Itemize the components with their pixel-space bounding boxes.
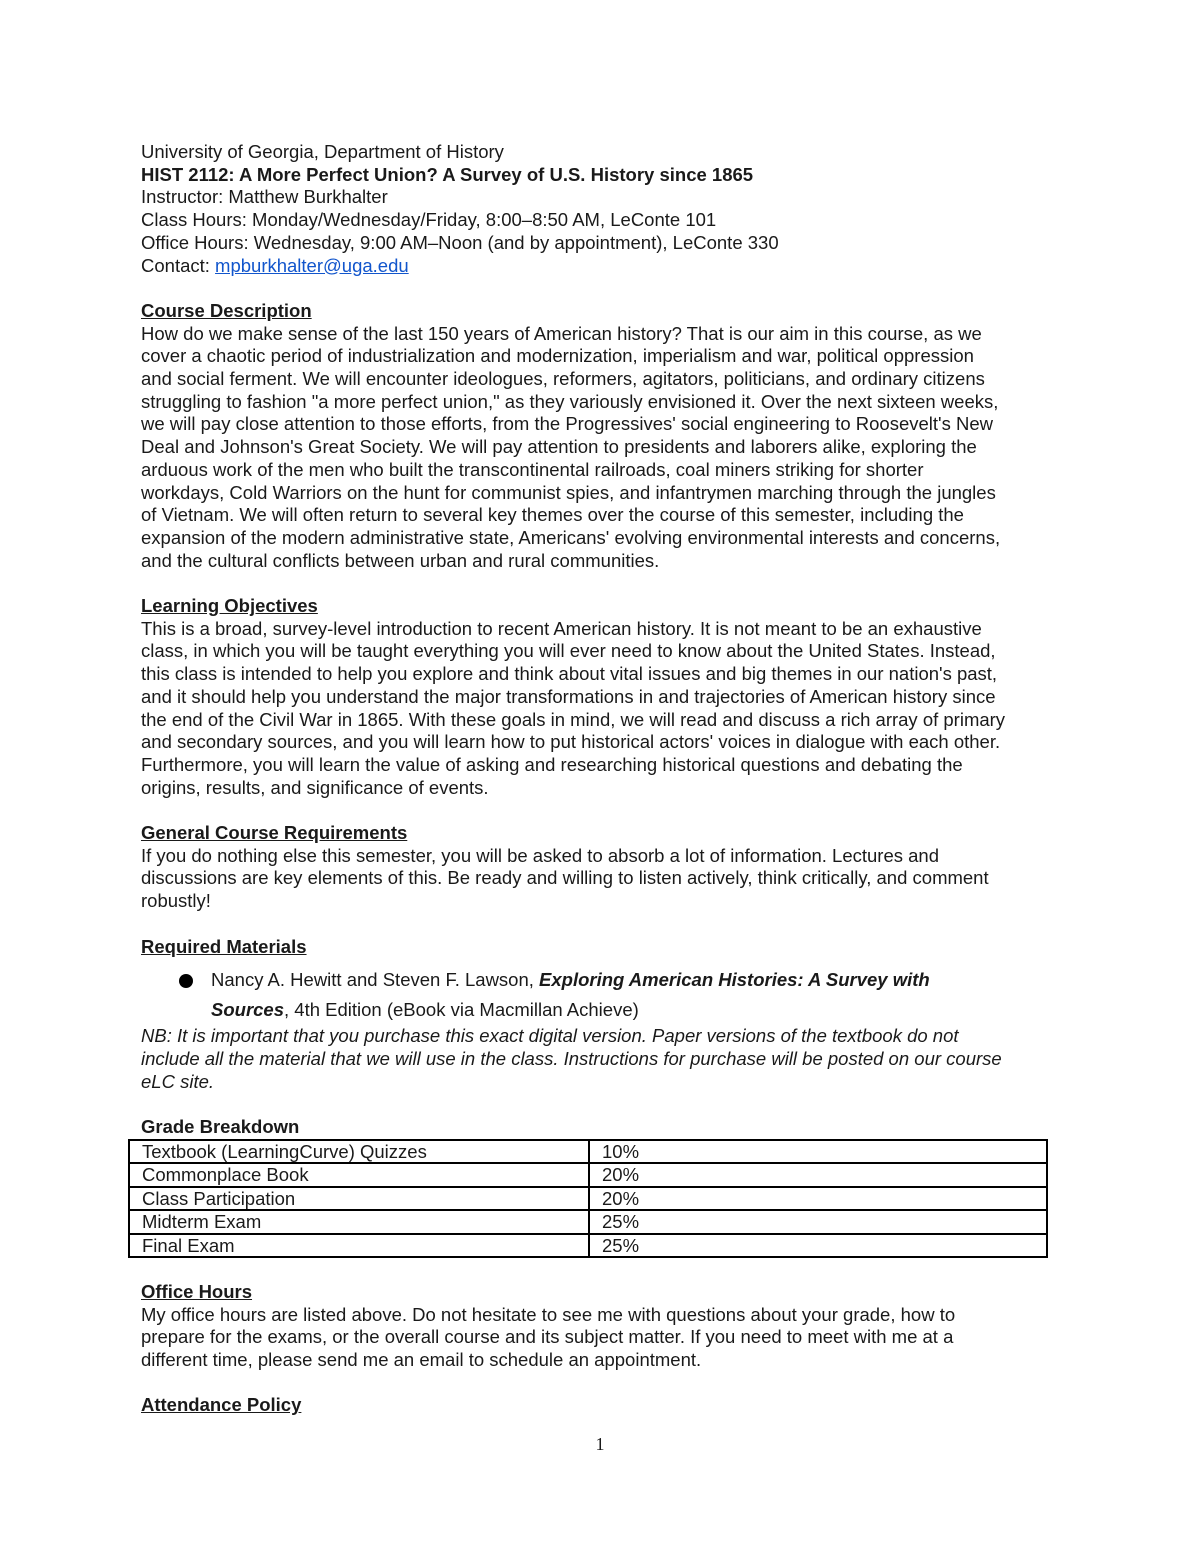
- paragraph-line: My office hours are listed above. Do not hesitate to see me with questions about your grade, how to: [141, 1303, 956, 1325]
- table-row: [129, 1187, 1047, 1211]
- paragraph-line: cover a chaotic period of industrialization and modernization, imperialism and war, political oppression: [141, 345, 974, 367]
- bullet-icon: [179, 974, 193, 988]
- page-number: 1: [595, 1434, 605, 1454]
- grade-breakdown-table: [128, 1139, 1048, 1259]
- textbook-title: Exploring American Histories: A Survey with: [539, 969, 930, 991]
- grade-weight-cell: 10%: [589, 1140, 1047, 1164]
- paragraph-line: arduous work of the men who built the transcontinental railroads, coal miners striking for shorter: [141, 458, 924, 480]
- grade-weight-cell: 20%: [589, 1187, 1047, 1211]
- paragraph-line: expansion of the modern administrative state, Americans' evolving environmental interests and concerns,: [141, 526, 1001, 548]
- grade-weight-cell: 25%: [589, 1234, 1047, 1258]
- table-row: [129, 1234, 1047, 1258]
- paragraph-line: How do we make sense of the last 150 years of American history? That is our aim in this course, as we: [141, 322, 982, 344]
- note-line: eLC site.: [141, 1070, 215, 1092]
- paragraph-line: we will pay close attention to those efforts, from the Progressives' social engineering to Roosevelt's New: [141, 413, 993, 435]
- note-line: NB: It is important that you purchase this exact digital version. Paper versions of the textbook do not: [141, 1025, 959, 1047]
- paragraph-line: workdays, Cold Warriors on the hunt for communist spies, and infantrymen marching through the jungles: [141, 481, 996, 503]
- grade-item-cell: Midterm Exam: [129, 1210, 589, 1234]
- grade-breakdown-heading: Grade Breakdown: [141, 1116, 300, 1138]
- grade-item-cell: Final Exam: [129, 1234, 589, 1258]
- paragraph-line: class, in which you will be taught everything you will ever need to know about the United States. Instead,: [141, 640, 996, 662]
- class-hours-line: Class Hours: Monday/Wednesday/Friday, 8:00–8:50 AM, LeConte 101: [141, 209, 717, 231]
- paragraph-line: this class is intended to help you explore and think about vital issues and big themes in our nation's past,: [141, 663, 998, 685]
- learning-objectives-body: [141, 618, 1061, 800]
- textbook-list-item: [141, 965, 1061, 1025]
- office-hours-body: [141, 1304, 1061, 1372]
- paragraph-line: If you do nothing else this semester, you will be asked to absorb a lot of information. Lectures and: [141, 844, 940, 866]
- note-line: include all the material that we will use in the class. Instructions for purchase will be posted on our course: [141, 1047, 1002, 1069]
- syllabus-page: [141, 141, 1061, 1417]
- textbook-title-continued: Sources: [211, 999, 285, 1021]
- attendance-policy-heading: Attendance Policy: [141, 1394, 302, 1416]
- paragraph-line: This is a broad, survey-level introduction to recent American history. It is not meant to be an exhaustive: [141, 617, 982, 639]
- paragraph-line: different time, please send me an email to schedule an appointment.: [141, 1349, 702, 1371]
- grade-weight-cell: 25%: [589, 1210, 1047, 1234]
- instructor-line: Instructor: Matthew Burkhalter: [141, 186, 388, 208]
- general-requirements-body: [141, 845, 1061, 913]
- paragraph-line: of Vietnam. We will often return to several key themes over the course of this semester, including the: [141, 504, 964, 526]
- paragraph-line: Furthermore, you will learn the value of asking and researching historical questions and debating the: [141, 753, 963, 775]
- grade-item-cell: Textbook (LearningCurve) Quizzes: [129, 1140, 589, 1164]
- textbook-authors: Nancy A. Hewitt and Steven F. Lawson,: [211, 969, 540, 991]
- course-description-body: [141, 323, 1061, 573]
- required-materials-heading: Required Materials: [141, 935, 307, 957]
- office-hours-line: Office Hours: Wednesday, 9:00 AM–Noon (and by appointment), LeConte 330: [141, 231, 779, 253]
- paragraph-line: prepare for the exams, or the overall course and its subject matter. If you need to meet with me at a: [141, 1326, 954, 1348]
- textbook-edition: , 4th Edition (eBook via Macmillan Achieve): [284, 999, 639, 1021]
- course-description-heading: Course Description: [141, 299, 312, 321]
- grade-item-cell: Class Participation: [129, 1187, 589, 1211]
- paragraph-line: Deal and Johnson's Great Society. We will pay attention to presidents and laborers alike, exploring the: [141, 436, 977, 458]
- course-title: HIST 2112: A More Perfect Union? A Survey of U.S. History since 1865: [141, 163, 754, 185]
- contact-line: [141, 255, 1061, 278]
- table-row: [129, 1163, 1047, 1187]
- learning-objectives-heading: Learning Objectives: [141, 595, 318, 617]
- purchase-note: [141, 1025, 1061, 1093]
- paragraph-line: discussions are key elements of this. Be ready and willing to listen actively, think critically, and comment: [141, 867, 989, 889]
- paragraph-line: the end of the Civil War in 1865. With these goals in mind, we will read and discuss a rich array of primary: [141, 708, 1006, 730]
- paragraph-line: and social ferment. We will encounter ideologues, reformers, agitators, politicians, and ordinary citizens: [141, 368, 985, 390]
- office-hours-heading: Office Hours: [141, 1280, 253, 1302]
- paragraph-line: struggling to fashion "a more perfect union," as they variously envisioned it. Over the next sixteen weeks,: [141, 390, 999, 412]
- institution-line: University of Georgia, Department of History: [141, 141, 504, 162]
- contact-label: Contact:: [141, 254, 216, 276]
- paragraph-line: and it should help you understand the major transformations in and trajectories of American history since: [141, 685, 996, 707]
- grade-weight-cell: 20%: [589, 1163, 1047, 1187]
- paragraph-line: origins, results, and significance of events.: [141, 776, 489, 798]
- grade-item-cell: Commonplace Book: [129, 1163, 589, 1187]
- paragraph-line: and the cultural conflicts between urban and rural communities.: [141, 549, 660, 571]
- paragraph-line: robustly!: [141, 890, 211, 912]
- table-row: [129, 1140, 1047, 1164]
- table-row: [129, 1210, 1047, 1234]
- general-requirements-heading: General Course Requirements: [141, 822, 408, 844]
- paragraph-line: and secondary sources, and you will learn how to put historical actors' voices in dialogue with each other.: [141, 731, 1001, 753]
- contact-email-link[interactable]: mpburkhalter@uga.edu: [215, 254, 409, 276]
